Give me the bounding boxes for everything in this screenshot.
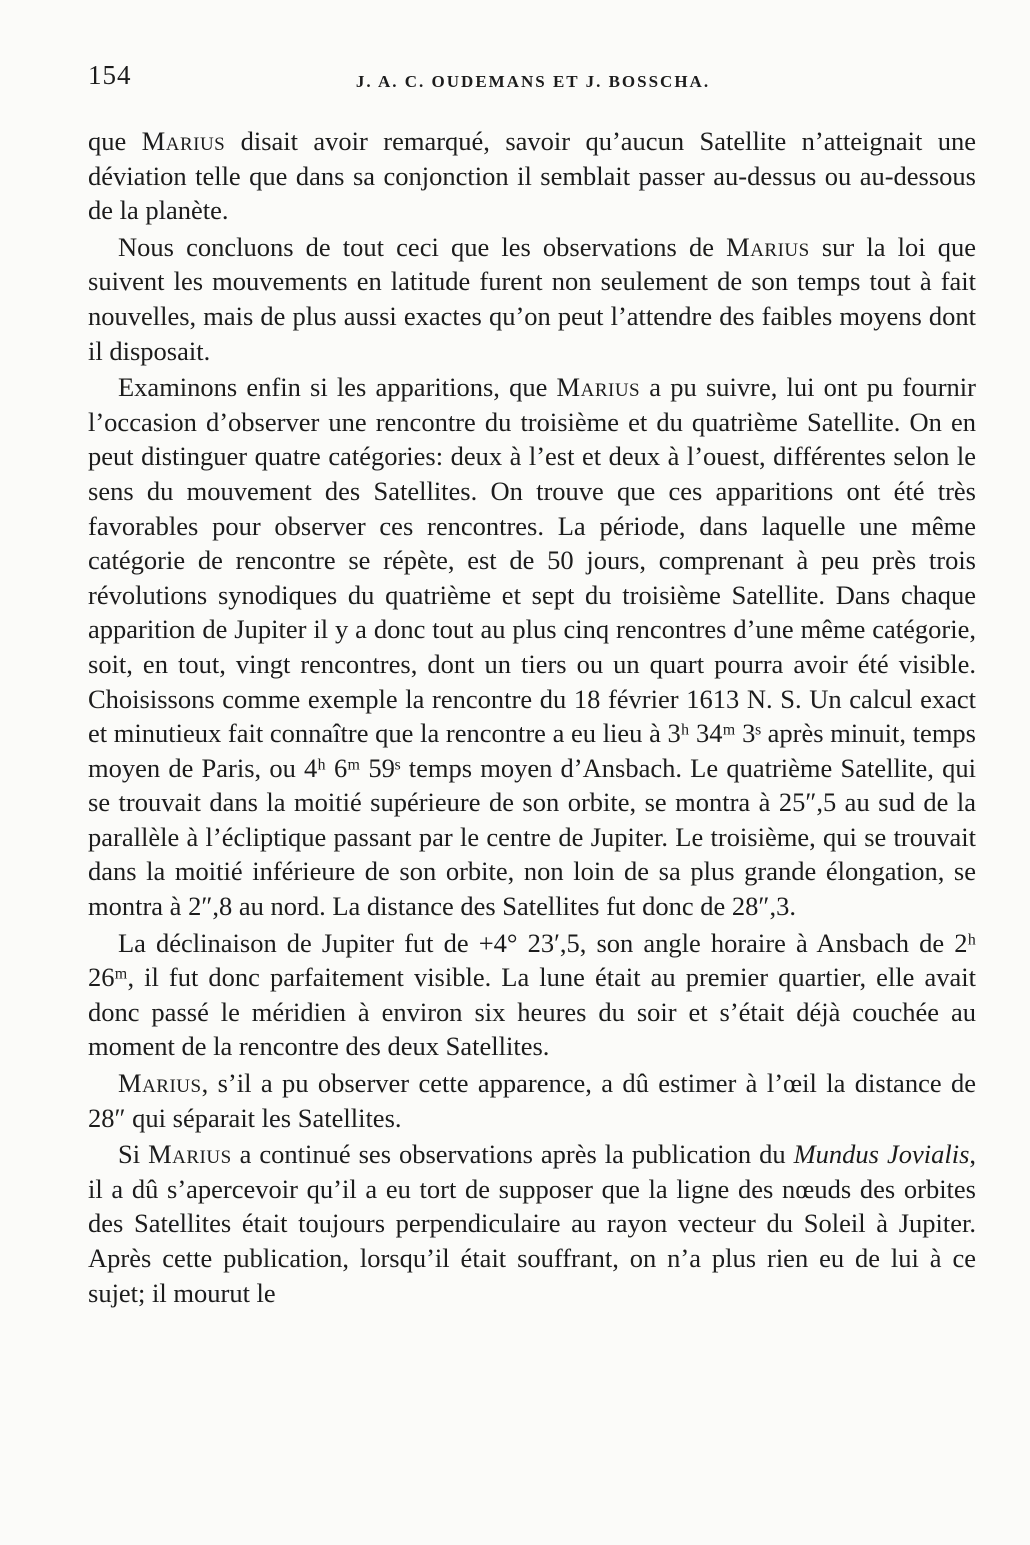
author-name: Marius bbox=[726, 231, 810, 262]
text-segment: Examinons enfin si les apparitions, que bbox=[118, 372, 557, 403]
author-name: Marius bbox=[148, 1139, 232, 1170]
text-segment: disait avoir remarqué, savoir qu’aucun Satellite n’atteignait une déviation telle que dans sa conjonction il semblait passer au-dessus ou au-dessous de la planète. bbox=[88, 126, 976, 226]
book-title: Mundus Jovialis bbox=[793, 1139, 970, 1170]
paragraph bbox=[88, 124, 976, 228]
text-segment: Si bbox=[118, 1139, 149, 1170]
paragraph bbox=[88, 1137, 976, 1310]
body-text bbox=[88, 124, 976, 1312]
text-segment: , il a dû s’apercevoir qu’il a eu tort de supposer que la ligne des nœuds des orbites des Satellites était toujours perpendiculaire au rayon vecteur du Soleil à Jupiter. Après cette publication, lorsqu’il était souffrant, on n’a plus rien eu de lui à ce sujet; il mourut le bbox=[88, 1139, 977, 1308]
text-segment: Nous concluons de tout ceci que les observations de bbox=[118, 231, 727, 262]
author-name: Marius bbox=[141, 126, 226, 156]
paragraph bbox=[88, 926, 976, 1064]
text-segment: La déclinaison de Jupiter fut de +4° 23′,5, son angle horaire à Ansbach de 2ʰ 26ᵐ, il fut donc parfaitement visible. La lune était au premier quartier, elle avait donc passé le méridien à environ six heures du soir et s’était déjà couchée au moment de la rencontre des deux Satellites. bbox=[88, 927, 976, 1062]
paragraph bbox=[88, 370, 976, 924]
text-segment: que bbox=[88, 126, 142, 156]
text-segment: a pu suivre, lui ont pu fournir l’occasion d’observer une rencontre du troisième et du quatrième Satellite. On en peut distinguer quatre catégories: deux à l’est et deux à l’ouest, différentes selon le sens du mouvement des Satellites. On trouve que ces apparitions ont été très favorables pour observer ces rencontres. La période, dans laquelle une même catégorie de rencontre se répète, est de 50 jours, comprenant à peu près trois révolutions synodiques du quatrième et sept du troisième Satellite. Dans chaque apparition de Jupiter il y a donc tout au plus cinq rencontres d’une même catégorie, soit, en tout, vingt rencontres, dont un tiers ou un quart pourra avoir été visible. Choisissons comme exemple la rencontre du 18 février 1613 N. S. Un calcul exact et minutieux fait connaître que la rencontre a eu lieu à 3ʰ 34ᵐ 3ˢ après minuit, temps moyen de Paris, ou 4ʰ 6ᵐ 59ˢ temps moyen d’Ansbach. Le quatrième Satellite, qui se trouvait dans la moitié supérieure de son orbite, se montra à 25″,5 au sud de la parallèle à l’écliptique passant par le centre de Jupiter. Le troisième, qui se trouvait dans la moitié inférieure de son orbite, non loin de sa plus grande élongation, se montra à 2″,8 au nord. La distance des Satellites fut donc de 28″,3. bbox=[88, 372, 976, 922]
running-head: J. A. C. OUDEMANS ET J. BOSSCHA. bbox=[355, 72, 711, 91]
page-number: 154 bbox=[88, 60, 132, 90]
author-name: Marius bbox=[118, 1068, 202, 1099]
paragraph bbox=[88, 1066, 976, 1135]
author-name: Marius bbox=[556, 372, 641, 403]
text-segment: , s’il a pu observer cette apparence, a dû estimer à l’œil la distance de 28″ qui séparait les Satellites. bbox=[88, 1068, 976, 1133]
text-segment: sur la loi que suivent les mouvements en latitude furent non seulement de son temps tout à fait nouvelles, mais de plus aussi exactes qu’on peut l’attendre des faibles moyens dont il disposait. bbox=[88, 231, 976, 366]
page-header bbox=[88, 60, 978, 100]
text-segment: a continué ses observations après la publication du bbox=[231, 1139, 794, 1170]
paragraph bbox=[88, 230, 976, 368]
